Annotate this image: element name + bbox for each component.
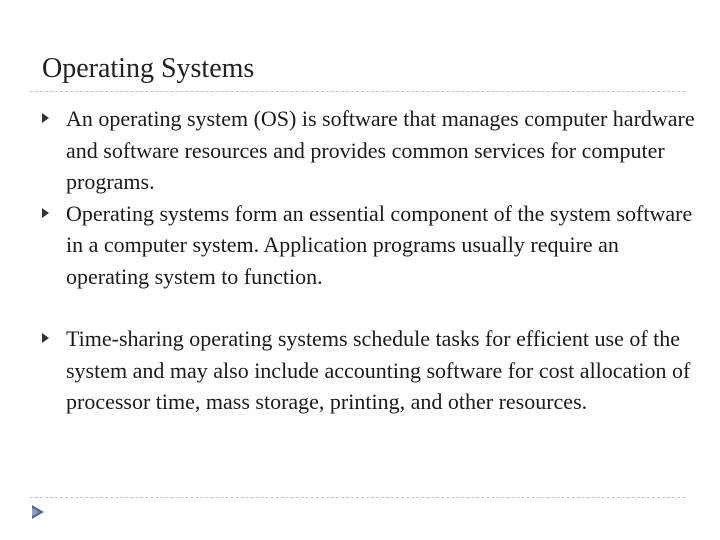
bullet-text: Time-sharing operating systems schedule tasks for efficient use of the system and may also include accounting software for cost allocation of processor time, mass storage, printing, and other resources. xyxy=(66,326,691,414)
footer-divider xyxy=(30,497,685,498)
bullet-item xyxy=(38,323,698,418)
next-slide-arrow-icon[interactable] xyxy=(31,504,45,520)
triangle-bullet-icon xyxy=(42,208,49,218)
triangle-bullet-icon xyxy=(42,113,49,123)
bullet-list xyxy=(38,103,698,418)
bullet-item xyxy=(38,198,698,293)
bullet-text: An operating system (OS) is software that manages computer hardware and software resources and provides common services for computer programs. xyxy=(66,106,695,194)
bullet-item xyxy=(38,103,698,198)
slide-title: Operating Systems xyxy=(42,53,255,84)
triangle-bullet-icon xyxy=(42,333,49,343)
bullet-text: Operating systems form an essential component of the system software in a computer system. Application programs usually require an operating system to function. xyxy=(66,200,693,289)
title-divider xyxy=(30,91,685,92)
